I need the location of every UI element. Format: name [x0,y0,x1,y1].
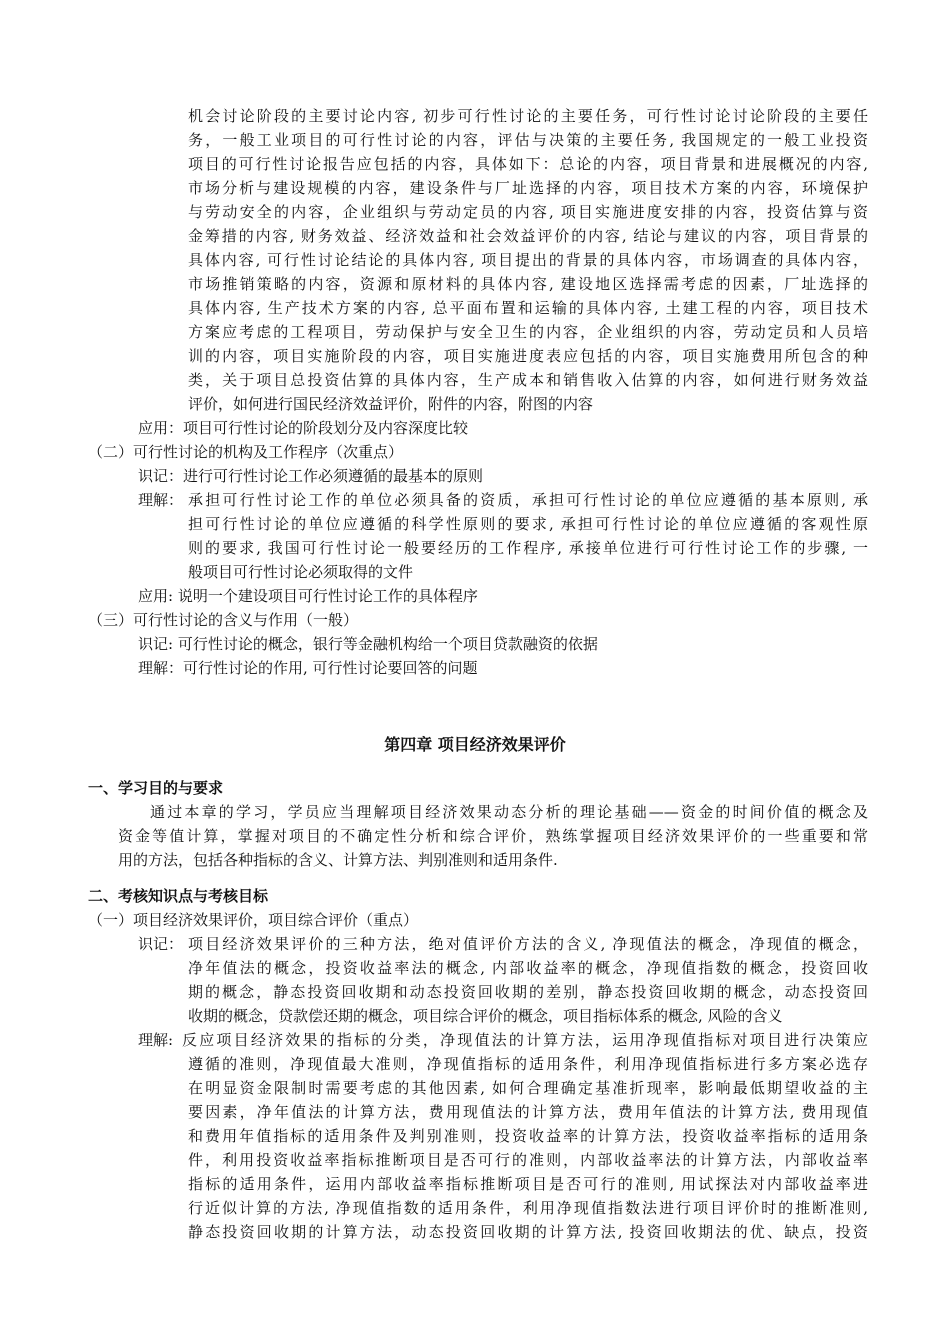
remember-line: 项目经济效果评价的三种方法，绝对值评价方法的含义, 净现值法的概念，净现值的概念， [188,935,868,953]
chapter-title: 第四章 项目经济效果评价 [384,735,566,754]
block1-line: 具体内容, 可行性讨论结论的具体内容, 项目提出的背景的具体内容，市场调查的具体内容， [188,251,868,269]
understand-line: 要因素，净年值法的计算方法，费用现值法的计算方法，费用年值法的计算方法, 费用现值 [188,1103,868,1121]
understand-line: 在明显资金限制时需要考虑的其他因素, 如何合理确定基准折现率，影响最低期望收益的主 [188,1079,868,1097]
understand-label: 理解: [138,1031,174,1049]
sec2-understand-line: 担可行性讨论的单位应遵循的科学性原则的要求, 承担可行性讨论的单位应遵循的客观性原 [188,515,868,533]
understand-line: 遵循的准则，净现值最大准则，净现值指标的适用条件，利用净现值指标进行多方案必选存 [188,1055,868,1073]
sec2-understand-line: 则的要求, 我国可行性讨论一般要经历的工作程序, 承接单位进行可行性讨论工作的步骤, 一 [188,539,868,557]
block1-line: 务，一般工业项目的可行性讨论的内容，评估与决策的主要任务, 我国规定的一般工业投资 [188,131,868,149]
sec3-remember: 识记: 可行性讨论的概念，银行等金融机构给一个项目贷款融资的依据 [138,635,598,653]
sec2-understand-line: 般项目可行性讨论必须取得的文件 [188,563,414,581]
understand-line: 指标的适用条件，运用内部收益率指标推断项目是否可行的准则, 用试探法对内部收益率进 [188,1175,868,1193]
block1-line: 类，关于项目总投资估算的具体内容，生产成本和销售收入估算的内容，如何进行财务效益 [188,371,868,389]
block1-line: 训的内容，项目实施阶段的内容，项目实施进度表应包括的内容，项目实施费用所包含的种 [188,347,868,365]
block1-apply: 应用：项目可行性讨论的阶段划分及内容深度比较 [138,419,469,437]
understand-line: 静态投资回收期的计算方法，动态投资回收期的计算方法, 投资回收期法的优、缺点，投资 [188,1223,868,1241]
understand-line: 和费用年值指标的适用条件及判别准则，投资收益率的计算方法，投资收益率指标的适用条 [188,1127,868,1145]
sec2-understand-line: 承担可行性讨论工作的单位必须具备的资质，承担可行性讨论的单位应遵循的基本原则, 承 [188,491,868,509]
sec2-understand-label: 理解： [138,491,184,509]
section-title: （二）可行性讨论的机构及工作程序（次重点） [88,443,404,461]
section-title: （三）可行性讨论的含义与作用（一般） [88,611,359,629]
understand-line: 行近似计算的方法, 净现值指数的适用条件，利用净现值指数法进行项目评价时的推断准则, [188,1199,868,1217]
block1-line: 金筹措的内容, 财务效益、经济效益和社会效益评价的内容, 结论与建议的内容，项目背景的 [188,227,868,245]
sec2-apply: 应用: 说明一个建设项目可行性讨论工作的具体程序 [138,587,478,605]
remember-line: 期的概念，静态投资回收期和动态投资回收期的差别，静态投资回收期的概念，动态投资回 [188,983,868,1001]
intro-line: 用的方法，包括各种指标的含义、计算方法、判别准则和适用条件. [118,851,558,869]
intro-line: 通过本章的学习，学员应当理解项目经济效果动态分析的理论基础——资金的时间价值的概念及 [150,803,868,821]
block1-line: 机会讨论阶段的主要讨论内容, 初步可行性讨论的主要任务，可行性讨论讨论阶段的主要任 [188,107,868,125]
sec2-remember: 识记：进行可行性讨论工作必须遵循的最基本的原则 [138,467,484,485]
remember-line: 净年值法的概念，投资收益率法的概念, 内部收益率的概念，净现值指数的概念，投资回收 [188,959,868,977]
block1-line: 市场分析与建设规模的内容，建设条件与厂址选择的内容，项目技术方案的内容，环境保护 [188,179,868,197]
block1-line: 方案应考虑的工程项目，劳动保护与安全卫生的内容，企业组织的内容，劳动定员和人员培 [188,323,868,341]
intro-line: 资金等值计算，掌握对项目的不确定性分析和综合评价，熟练掌握项目经济效果评价的一些重要和常 [118,827,868,845]
block1-line: 与劳动安全的内容，企业组织与劳动定员的内容, 项目实施进度安排的内容，投资估算与资 [188,203,868,221]
subsection-title: （一）项目经济效果评价，项目综合评价（重点） [88,911,419,929]
section-heading: 二、考核知识点与考核目标 [88,887,269,905]
sec3-understand: 理解：可行性讨论的作用, 可行性讨论要回答的问题 [138,659,478,677]
block1-line: 评价，如何进行国民经济效益评价，附件的内容，附图的内容 [188,395,594,413]
block1-line: 项目的可行性讨论报告应包括的内容，具体如下：总论的内容，项目背景和进展概况的内容, [188,155,868,173]
block1-line: 具体内容, 生产技术方案的内容, 总平面布置和运输的具体内容, 土建工程的内容，项目技术 [188,299,868,317]
remember-line: 收期的概念，贷款偿还期的概念，项目综合评价的概念，项目指标体系的概念, 风险的含义 [188,1007,783,1025]
block1-line: 市场推销策略的内容，资源和原材料的具体内容, 建设地区选择需考虑的因素，厂址选择的 [188,275,868,293]
understand-line: 反应项目经济效果的指标的分类，净现值法的计算方法，运用净现值指标对项目进行决策应 [182,1031,868,1049]
understand-line: 件，利用投资收益率指标推断项目是否可行的准则，内部收益率法的计算方法，内部收益率 [188,1151,868,1169]
section-heading: 一、学习目的与要求 [88,779,224,797]
remember-label: 识记： [138,935,184,953]
